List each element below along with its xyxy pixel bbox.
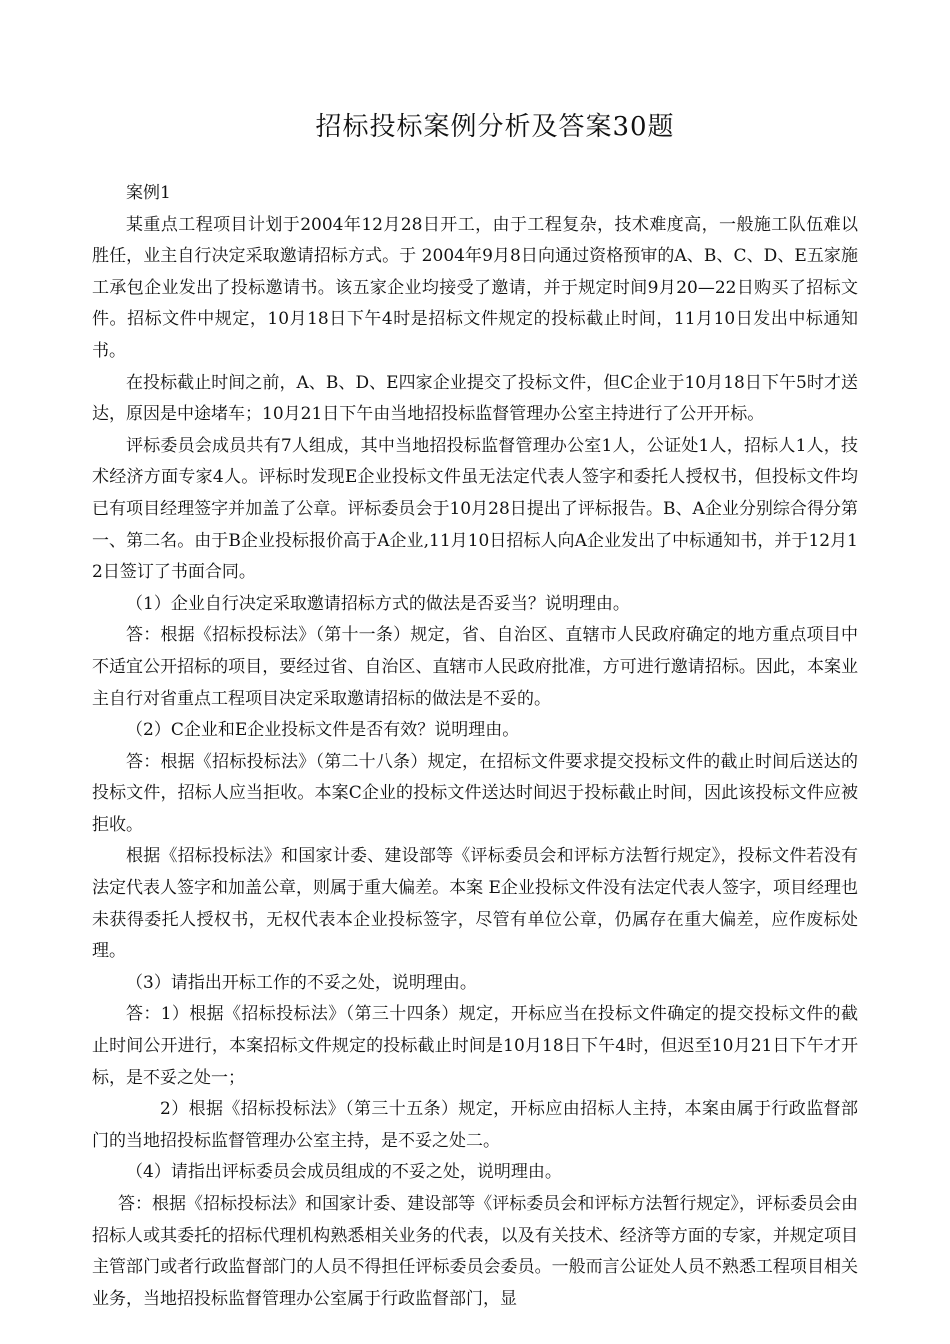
answer-3-part-2: 2）根据《招标投标法》（第三十五条）规定，开标应由招标人主持，本案由属于行政监督部门的当地招投标监督管理办公室主持，是不妥之处二。 — [92, 1099, 858, 1151]
answer-1: 答：根据《招标投标法》（第十一条）规定，省、自治区、直辖市人民政府确定的地方重点项目中不适宜公开招标的项目，要经过省、自治区、直辖市人民政府批准，方可进行邀请招标。因此，本案业主自行对省重点工程项目决定采取邀请招标的做法是不妥的。 — [92, 625, 858, 709]
question-4: （4）请指出评标委员会成员组成的不妥之处，说明理由。 — [126, 1162, 562, 1183]
paragraph-case-background: 某重点工程项目计划于2004年12月28日开工，由于工程复杂，技术难度高，一般施工队伍难以胜任，业主自行决定采取邀请招标方式。于 2004年9月8日向通过资格预审的A、B、C、D、E五家施工承包企业发出了投标邀请书。该五家企业均接受了邀请，并于规定时间9月20—22日购买了招标文件。招标文件中规定，10月18日下午4时是招标文件规定的投标截止时间，11月10日发出中标通知书。 — [92, 214, 858, 361]
question-3: （3）请指出开标工作的不妥之处，说明理由。 — [126, 972, 477, 993]
answer-3-part-1: 答：1）根据《招标投标法》（第三十四条）规定，开标应当在投标文件确定的提交投标文件的截止时间公开进行，本案招标文件规定的投标截止时间是10月18日下午4时，但迟至10月21日下午才开标，是不妥之处一； — [92, 1004, 858, 1088]
question-2: （2）C企业和E企业投标文件是否有效？说明理由。 — [126, 720, 520, 741]
case-heading: 案例1 — [126, 183, 171, 203]
answer-2-part-1: 答：根据《招标投标法》（第二十八条）规定，在招标文件要求提交投标文件的截止时间后送达的投标文件，招标人应当拒收。本案C企业的投标文件送达时间迟于投标截止时间，因此该投标文件应被拒收。 — [92, 751, 858, 835]
paragraph-bid-submission: 在投标截止时间之前，A、B、D、E四家企业提交了投标文件，但C企业于10月18日下午5时才送达，原因是中途堵车；10月21日下午由当地招投标监督管理办公室主持进行了公开开标。 — [92, 372, 858, 425]
answer-2-part-2: 根据《招标投标法》和国家计委、建设部等《评标委员会和评标方法暂行规定》，投标文件若没有法定代表人签字和加盖公章，则属于重大偏差。本案 E企业投标文件没有法定代表人签字，项目经理也未获得委托人授权书，无权代表本企业投标签字，尽管有单位公章，仍属存在重大偏差，应作废标处理。 — [92, 846, 858, 962]
document-title: 招标投标案例分析及答案30题 — [315, 112, 675, 142]
paragraph-evaluation-committee: 评标委员会成员共有7人组成，其中当地招投标监督管理办公室1人，公证处1人，招标人1人，技术经济方面专家4人。评标时发现E企业投标文件虽无法定代表人签字和委托人授权书，但投标文件均已有项目经理签字并加盖了公章。评标委员会于10月28日提出了评标报告。B、A企业分别综合得分第一、第二名。由于B企业投标报价高于A企业,11月10日招标人向A企业发出了中标通知书，并于12月12日签订了书面合同。 — [92, 435, 859, 583]
answer-4: 答：根据《招标投标法》和国家计委、建设部等《评标委员会和评标方法暂行规定》，评标委员会由招标人或其委托的招标代理机构熟悉相关业务的代表，以及有关技术、经济等方面的专家，并规定项目主管部门或者行政监督部门的人员不得担任评标委员会委员。一般而言公证处人员不熟悉工程项目相关业务，当地招投标监督管理办公室属于行政监督部门，显 — [92, 1194, 858, 1309]
question-1: （1）企业自行决定采取邀请招标方式的做法是否妥当？说明理由。 — [126, 593, 630, 614]
